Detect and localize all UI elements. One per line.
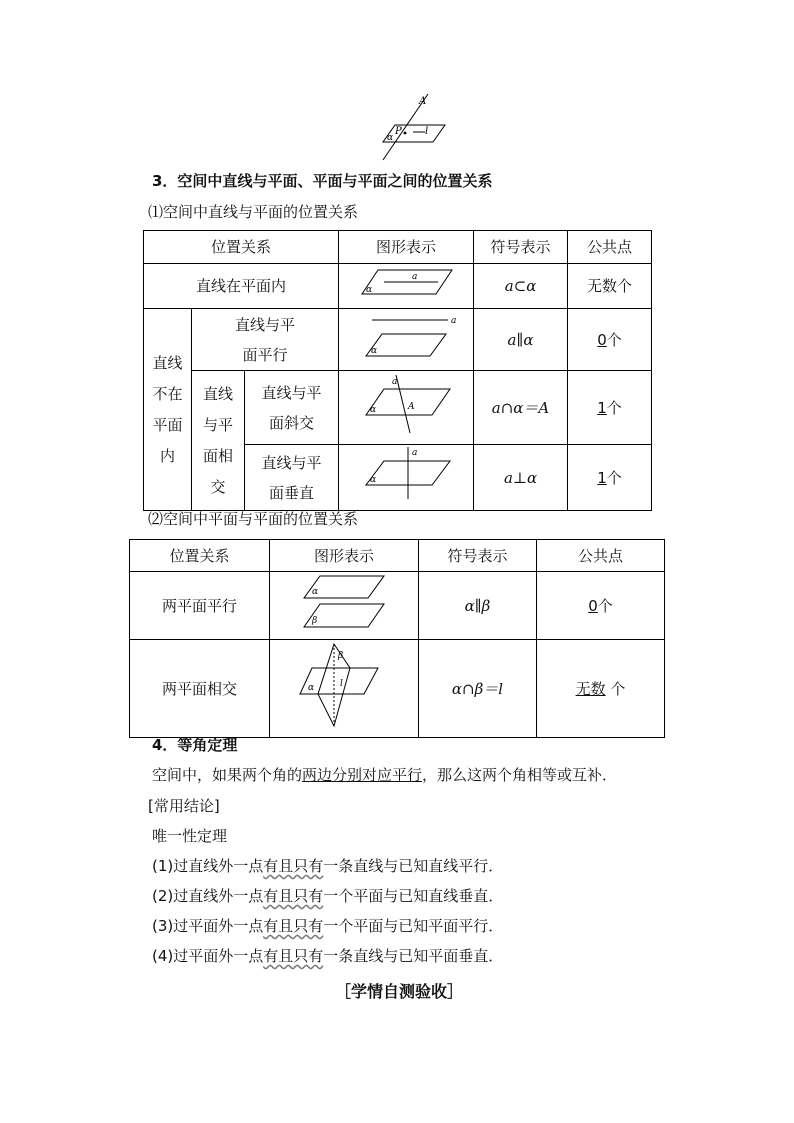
t1-row-perp-common: 1个 (568, 445, 652, 511)
section4-heading: 4．等角定理 (152, 736, 238, 754)
t1-row-parallel-relation: 直线与平 面平行 (192, 309, 339, 371)
svg-text:α: α (312, 587, 319, 597)
t1-header-figure: 图形表示 (339, 231, 474, 264)
svg-text:a: a (412, 448, 418, 458)
t2-row-intersect-common: 无数 个 (537, 640, 665, 738)
t1-row-parallel-figure (339, 309, 474, 371)
t1-header-relation: 位置关系 (144, 231, 339, 264)
t1-row-perp-symbol: a⊥α (474, 445, 568, 511)
t1-row-parallel-common: 0个 (568, 309, 652, 371)
plane-plane-table (129, 539, 665, 738)
t1-row-oblique-symbol: a∩α＝A (474, 371, 568, 445)
svg-text:a: a (412, 271, 418, 282)
t2-row-intersect-symbol: α∩β＝l (419, 640, 537, 738)
label-A: A (419, 96, 427, 107)
t2-header-symbol: 符号表示 (419, 540, 537, 572)
svg-text:α: α (371, 346, 378, 356)
t2-header-figure: 图形表示 (270, 540, 419, 572)
svg-text:β: β (312, 616, 318, 626)
line-plane-figure (375, 92, 450, 164)
t1-inter-label: 直线 与平 面相 交 (192, 371, 245, 511)
svg-text:a: a (451, 316, 457, 326)
conclusion-item-1: (1)过直线外一点有且只有一条直线与已知直线平行． (152, 857, 504, 875)
svg-text:α: α (366, 284, 373, 295)
t2-row-parallel-symbol: α∥β (419, 572, 537, 640)
t1-row-parallel-symbol: a∥α (474, 309, 568, 371)
line-plane-table (143, 230, 652, 511)
section3-sub2: ⑵空间中平面与平面的位置关系 (148, 510, 359, 528)
t2-row-intersect-figure (270, 640, 419, 738)
t2-row-parallel-common: 0个 (537, 572, 665, 640)
label-l: l (425, 126, 429, 137)
t1-row-oblique-common: 1个 (568, 371, 652, 445)
section3-heading: 3．空间中直线与平面、平面与平面之间的位置关系 (152, 172, 493, 190)
section3-sub1: ⑴空间中直线与平面的位置关系 (148, 203, 359, 221)
t2-header-common: 公共点 (537, 540, 665, 572)
footer-title: ［学情自测验收］ (335, 982, 464, 1001)
svg-text:a: a (392, 377, 398, 387)
t1-row-in-relation: 直线在平面内 (144, 264, 339, 309)
t2-header-relation: 位置关系 (130, 540, 270, 572)
t1-row-oblique-relation: 直线与平 面斜交 (245, 371, 339, 445)
t1-outer-label: 直线 不在 平面 内 (144, 309, 192, 511)
svg-text:A: A (408, 402, 415, 412)
t2-row-parallel-figure (270, 572, 419, 640)
svg-text:β: β (338, 651, 344, 661)
t1-row-in-figure (339, 264, 474, 309)
t1-header-symbol: 符号表示 (474, 231, 568, 264)
section4-sentence: 空间中，如果两个角的两边分别对应平行，那么这两个角相等或互补． (152, 766, 618, 784)
svg-text:α: α (308, 683, 315, 693)
svg-text:l: l (340, 679, 343, 689)
t2-row-intersect-relation: 两平面相交 (130, 640, 270, 738)
conclusion-item-2: (2)过直线外一点有且只有一个平面与已知直线垂直． (152, 887, 504, 905)
svg-text:α: α (370, 475, 377, 485)
t1-row-in-common: 无数个 (568, 264, 652, 309)
t1-row-in-symbol: a⊂α (474, 264, 568, 309)
conclusion-item-4: (4)过平面外一点有且只有一条直线与已知平面垂直． (152, 947, 504, 965)
conclusion-item-3: (3)过平面外一点有且只有一个平面与已知平面平行． (152, 917, 504, 935)
t2-row-parallel-relation: 两平面平行 (130, 572, 270, 640)
conclusions-label: [常用结论] (148, 797, 220, 815)
label-alpha: α (387, 133, 394, 143)
t1-header-common: 公共点 (568, 231, 652, 264)
t1-row-perp-relation: 直线与平 面垂直 (245, 445, 339, 511)
svg-text:α: α (370, 405, 377, 415)
conclusions-title: 唯一性定理 (152, 827, 228, 845)
t1-row-perp-figure (339, 445, 474, 511)
t1-row-oblique-figure (339, 371, 474, 445)
label-P: P (395, 126, 402, 137)
